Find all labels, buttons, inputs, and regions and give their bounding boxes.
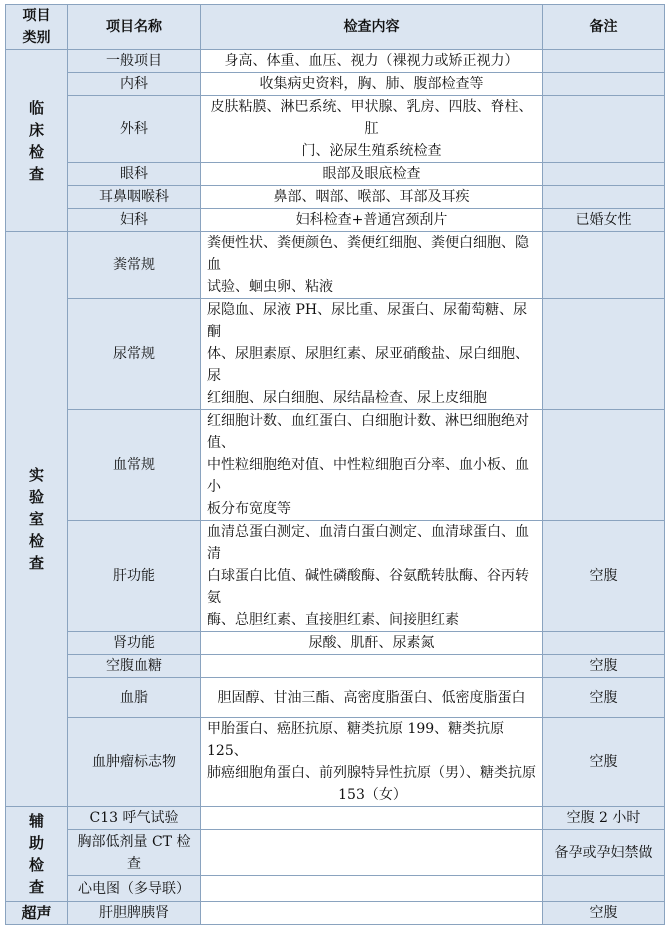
- item-note: 备孕或孕妇禁做: [543, 830, 665, 876]
- item-name: 粪常规: [68, 232, 201, 299]
- table-row: [6, 163, 665, 186]
- item-content: 粪便性状、粪便颜色、粪便红细胞、粪便白细胞、隐血 试验、蛔虫卵、粘液: [201, 232, 543, 299]
- item-note: 空腹: [543, 521, 665, 632]
- table-row: [6, 50, 665, 73]
- item-content: 皮肤粘膜、淋巴系统、甲状腺、乳房、四肢、脊柱、肛 门、泌尿生殖系统检查: [201, 96, 543, 163]
- table-row: [6, 299, 665, 410]
- item-name: 外科: [68, 96, 201, 163]
- item-note: [543, 410, 665, 521]
- item-content: 鼻部、咽部、喉部、耳部及耳疾: [201, 186, 543, 209]
- item-content: [201, 655, 543, 678]
- item-note: [543, 163, 665, 186]
- item-name: 眼科: [68, 163, 201, 186]
- item-name: 妇科: [68, 209, 201, 232]
- item-name: 心电图（多导联）: [68, 876, 201, 902]
- item-note: 空腹: [543, 718, 665, 807]
- item-content: [201, 830, 543, 876]
- table-row: [6, 96, 665, 163]
- category-laboratory: 实 验 室 检 查: [6, 232, 68, 807]
- item-note: [543, 50, 665, 73]
- item-content: [201, 876, 543, 902]
- item-note: 空腹: [543, 655, 665, 678]
- item-note: [543, 299, 665, 410]
- item-note: 已婚女性: [543, 209, 665, 232]
- category-ultrasound: 超声: [6, 902, 68, 925]
- item-content: 妇科检查+普通宫颈刮片: [201, 209, 543, 232]
- item-content: 身高、体重、血压、视力（裸视力或矫正视力）: [201, 50, 543, 73]
- item-note: [543, 876, 665, 902]
- table-row: [6, 678, 665, 718]
- item-content: 眼部及眼底检查: [201, 163, 543, 186]
- item-name: 血脂: [68, 678, 201, 718]
- item-content: 尿酸、肌酐、尿素氮: [201, 632, 543, 655]
- table-row: [6, 655, 665, 678]
- item-note: 空腹: [543, 678, 665, 718]
- item-name: 肝功能: [68, 521, 201, 632]
- table-row: [6, 73, 665, 96]
- header-category-line2: 类别: [22, 30, 51, 46]
- table-row: [6, 232, 665, 299]
- header-category-line1: 项目: [22, 8, 51, 24]
- table-row: [6, 876, 665, 902]
- table-row: [6, 632, 665, 655]
- table-row: [6, 410, 665, 521]
- item-name: 一般项目: [68, 50, 201, 73]
- item-content: [201, 902, 543, 925]
- table-row: [6, 830, 665, 876]
- item-content: 血清总蛋白测定、血清白蛋白测定、血清球蛋白、血清 白球蛋白比值、碱性磷酸酶、谷氨酰转肽酶、谷丙转氨 酶、总胆红素、直接胆红素、间接胆红素: [201, 521, 543, 632]
- item-name: 血肿瘤标志物: [68, 718, 201, 807]
- item-content: 尿隐血、尿液 PH、尿比重、尿蛋白、尿葡萄糖、尿酮 体、尿胆素原、尿胆红素、尿亚硝酸盐、尿白细胞、尿 红细胞、尿白细胞、尿结晶检查、尿上皮细胞: [201, 299, 543, 410]
- category-auxiliary: 辅 助 检 查: [6, 807, 68, 902]
- item-note: 空腹: [543, 902, 665, 925]
- table-row: [6, 718, 665, 807]
- item-content: [201, 807, 543, 830]
- item-note: [543, 186, 665, 209]
- item-name: 血常规: [68, 410, 201, 521]
- table-row: [6, 807, 665, 830]
- item-note: [543, 232, 665, 299]
- item-name: 胸部低剂量 CT 检 查: [68, 830, 201, 876]
- header-note: 备注: [543, 5, 665, 50]
- item-name: 耳鼻咽喉科: [68, 186, 201, 209]
- exam-items-table: [5, 4, 665, 925]
- item-note: 空腹 2 小时: [543, 807, 665, 830]
- header-row: [6, 5, 665, 50]
- header-content: 检查内容: [201, 5, 543, 50]
- item-note: [543, 96, 665, 163]
- item-content: 收集病史资料，胸、肺、腹部检查等: [201, 73, 543, 96]
- item-note: [543, 632, 665, 655]
- item-content: 甲胎蛋白、癌胚抗原、糖类抗原 199、糖类抗原 125、 肺癌细胞角蛋白、前列腺特异性抗原（男）、糖类抗原 153（女）: [201, 718, 543, 807]
- item-note: [543, 73, 665, 96]
- item-name: 内科: [68, 73, 201, 96]
- header-category: [6, 5, 68, 50]
- category-clinical: 临 床 检 查: [6, 50, 68, 232]
- table-row: [6, 902, 665, 925]
- table-row: [6, 521, 665, 632]
- header-name: 项目名称: [68, 5, 201, 50]
- item-name: 肝胆脾胰肾: [68, 902, 201, 925]
- item-content: 胆固醇、甘油三酯、高密度脂蛋白、低密度脂蛋白: [201, 678, 543, 718]
- item-name: 尿常规: [68, 299, 201, 410]
- item-content: 红细胞计数、血红蛋白、白细胞计数、淋巴细胞绝对值、 中性粒细胞绝对值、中性粒细胞百分率、血小板、血小 板分布宽度等: [201, 410, 543, 521]
- item-name: C13 呼气试验: [68, 807, 201, 830]
- table-row: [6, 186, 665, 209]
- item-name: 肾功能: [68, 632, 201, 655]
- item-name: 空腹血糖: [68, 655, 201, 678]
- table-row: [6, 209, 665, 232]
